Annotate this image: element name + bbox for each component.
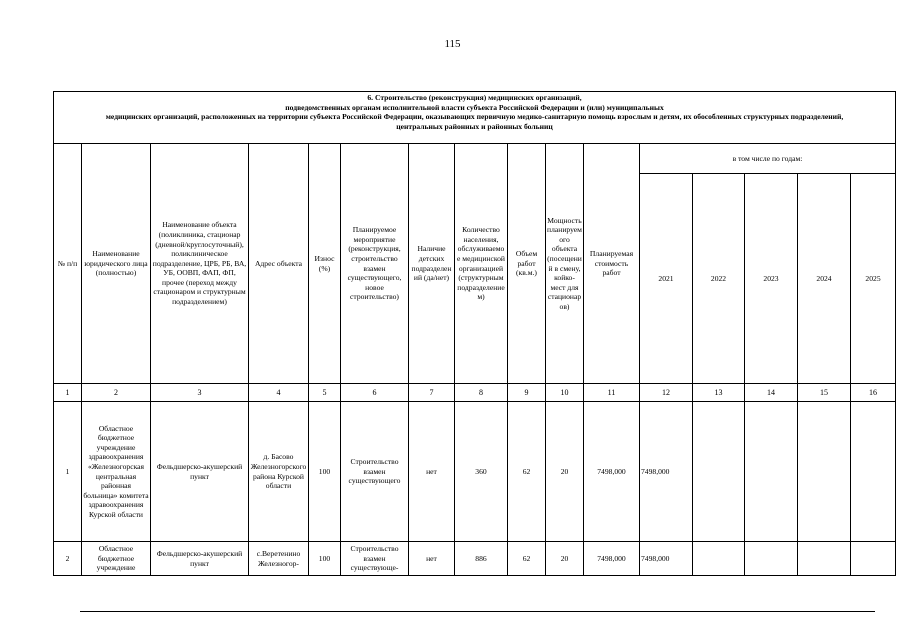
column-number: 7 <box>409 384 455 402</box>
header-wear: Износ (%) <box>309 144 341 384</box>
row-capacity: 20 <box>546 402 584 542</box>
row-year-2024 <box>798 542 851 576</box>
header-address: Адрес объекта <box>249 144 309 384</box>
header-cost: Планируемая стоимость работ <box>584 144 640 384</box>
column-number: 1 <box>54 384 82 402</box>
column-number: 10 <box>546 384 584 402</box>
row-object: Фельдшерско-акушерский пункт <box>151 402 249 542</box>
row-year-2025 <box>851 542 896 576</box>
row-measure: Строительство взамен существующе- <box>341 542 409 576</box>
row-org: Областное бюджетное учреждение <box>82 542 151 576</box>
column-number: 16 <box>851 384 896 402</box>
row-volume: 62 <box>508 402 546 542</box>
row-address: д. Басово Железногорского района Курской области <box>249 402 309 542</box>
section-title-line: 6. Строительство (реконструкция) медицинских организаций, <box>367 93 582 102</box>
column-number: 4 <box>249 384 309 402</box>
column-number: 3 <box>151 384 249 402</box>
row-org: Областное бюджетное учреждение здравоохранения «Железногорская центральная районная больница» комитета здравоохранения Курской области <box>82 402 151 542</box>
header-children: Наличие детских подразделений (да/нет) <box>409 144 455 384</box>
header-measure: Планируемое мероприятие (реконструкция, строительство взамен существующего, новое строительство) <box>341 144 409 384</box>
header-org: Наименование юридического лица (полностью) <box>82 144 151 384</box>
column-number: 11 <box>584 384 640 402</box>
header-year-2022: 2022 <box>693 174 745 384</box>
row-num: 2 <box>54 542 82 576</box>
row-year-2022 <box>693 402 745 542</box>
row-volume: 62 <box>508 542 546 576</box>
row-year-2022 <box>693 542 745 576</box>
row-population: 360 <box>455 402 508 542</box>
row-wear: 100 <box>309 542 341 576</box>
row-object: Фельдшерско-акушерский пункт <box>151 542 249 576</box>
header-years-label: в том числе по годам: <box>640 144 896 174</box>
row-cost: 7498,000 <box>584 542 640 576</box>
section-title-line: подведомственных органам исполнительной власти субъекта Российской Федерации и (или) муниципальных <box>285 102 664 112</box>
row-wear: 100 <box>309 402 341 542</box>
column-number: 13 <box>693 384 745 402</box>
row-address: с.Веретенино Железногор- <box>249 542 309 576</box>
row-year-2021: 7498,000 <box>640 542 693 576</box>
row-year-2024 <box>798 402 851 542</box>
column-number-row <box>54 384 896 402</box>
row-num: 1 <box>54 402 82 542</box>
header-year-2021: 2021 <box>640 174 693 384</box>
footer-divider <box>80 611 875 612</box>
row-children: нет <box>409 402 455 542</box>
page-number: 115 <box>444 38 461 50</box>
row-year-2023 <box>745 542 798 576</box>
header-row <box>54 144 896 174</box>
table-row <box>54 402 896 542</box>
section-title-line: центральных районных и районных больниц <box>396 121 553 131</box>
header-capacity: Мощность планируемого объекта (посещений в смену, койко-мест для стационаров) <box>546 144 584 384</box>
column-number: 9 <box>508 384 546 402</box>
column-number: 8 <box>455 384 508 402</box>
section-title <box>54 92 896 144</box>
table-row <box>54 542 896 576</box>
row-children: нет <box>409 542 455 576</box>
column-number: 12 <box>640 384 693 402</box>
section-title-line: медицинских организаций, расположенных на территории субъекта Российской Федерации, оказывающих первичную медико-санитарную помощь взрослым и детям, их обособленных структурных подразделений, <box>105 112 844 122</box>
header-year-2023: 2023 <box>745 174 798 384</box>
row-capacity: 20 <box>546 542 584 576</box>
column-number: 5 <box>309 384 341 402</box>
row-population: 886 <box>455 542 508 576</box>
header-volume: Объем работ (кв.м.) <box>508 144 546 384</box>
column-number: 2 <box>82 384 151 402</box>
row-measure: Строительство взамен существующего <box>341 402 409 542</box>
section-title-row <box>54 92 896 144</box>
column-number: 15 <box>798 384 851 402</box>
header-population: Количество населения, обслуживаемое медицинской организацией (структурным подразделением) <box>455 144 508 384</box>
column-number: 14 <box>745 384 798 402</box>
row-cost: 7498,000 <box>584 402 640 542</box>
header-num: № п/п <box>54 144 82 384</box>
column-number: 6 <box>341 384 409 402</box>
header-year-2025: 2025 <box>851 174 896 384</box>
row-year-2023 <box>745 402 798 542</box>
row-year-2025 <box>851 402 896 542</box>
header-year-2024: 2024 <box>798 174 851 384</box>
header-object: Наименование объекта (поликлиника, стационар (дневной/круглосуточный), поликлиническое подразделение, ЦРБ, РБ, ВА, УБ, ООВП, ФАП, ФП, прочее (переход между стационаром и структурным подразделением) <box>151 144 249 384</box>
row-year-2021: 7498,000 <box>640 402 693 542</box>
construction-table <box>53 91 896 576</box>
